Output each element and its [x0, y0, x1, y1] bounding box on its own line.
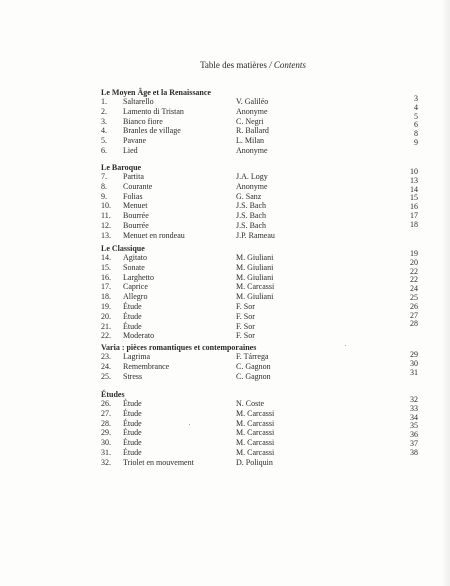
scan-speck	[189, 424, 190, 425]
piece-title: Étude	[123, 418, 142, 428]
composer-name: C. Gagnon	[236, 361, 271, 371]
toc-row	[101, 292, 421, 302]
composer-name: M. Carcassi	[236, 447, 275, 457]
toc-row	[101, 182, 421, 192]
toc-row	[101, 282, 421, 292]
composer-name: G. Sanz	[236, 191, 262, 201]
composer-name: M. Giuliani	[236, 292, 274, 302]
page-title	[28, 60, 450, 70]
toc-row	[101, 448, 421, 458]
piece-title: Courante	[123, 181, 153, 191]
page-number: 15	[410, 193, 418, 203]
toc-row	[101, 273, 421, 283]
composer-name: F. Sor	[236, 301, 255, 311]
item-number: 28.	[101, 418, 111, 428]
page-number: 6	[414, 120, 418, 130]
toc-row	[101, 117, 421, 127]
item-number: 2.	[101, 106, 107, 116]
toc-row	[101, 399, 421, 409]
piece-title: Bianco fiore	[123, 116, 163, 126]
item-number: 20.	[101, 311, 111, 321]
composer-name: M. Carcassi	[236, 418, 275, 428]
toc-row	[101, 352, 421, 362]
page-number: 5	[414, 111, 418, 121]
composer-name: R. Ballard	[236, 126, 269, 136]
section-heading: Le Classique	[101, 244, 145, 253]
piece-title: Allegro	[123, 292, 148, 302]
page-number: 19	[410, 249, 418, 258]
item-number: 31.	[101, 447, 111, 457]
toc-row	[101, 172, 421, 182]
page-number: 20	[410, 257, 418, 267]
composer-name: F. Sor	[236, 311, 255, 321]
page-number: 18	[410, 219, 418, 229]
page-number: 8	[414, 129, 418, 139]
item-number: 17.	[101, 282, 111, 292]
composer-name: J.S. Bach	[236, 220, 266, 230]
item-number: 3.	[101, 116, 107, 126]
page-number: 35	[410, 421, 418, 431]
toc-row	[101, 263, 421, 273]
piece-title: Étude	[123, 311, 142, 321]
page-number: 10	[410, 167, 418, 176]
page-number: 29	[410, 350, 418, 359]
piece-title: Étude	[123, 321, 142, 331]
page-number: 31	[410, 367, 418, 377]
toc-row	[101, 126, 421, 136]
composer-name: J.A. Logy	[236, 172, 268, 181]
composer-name: M. Carcassi	[236, 282, 275, 292]
piece-title: Triolet en mouvement	[123, 457, 194, 467]
page-number: 14	[410, 184, 418, 194]
piece-title: Remembrance	[123, 361, 170, 371]
piece-title: Moderato	[123, 331, 155, 341]
piece-title: Menuet	[123, 201, 148, 211]
composer-name: N. Coste	[236, 399, 264, 408]
page-number: 30	[410, 358, 418, 368]
composer-name: M. Giuliani	[236, 272, 274, 282]
page-number: 27	[410, 310, 418, 320]
composer-name: F. Sor	[236, 331, 255, 341]
piece-title: Bourrée	[123, 211, 149, 221]
composer-name: Anonyme	[236, 181, 268, 191]
page-edge-shadow	[442, 0, 450, 586]
item-number: 7.	[101, 172, 107, 181]
page-number: 24	[410, 284, 418, 294]
item-number: 21.	[101, 321, 111, 331]
piece-title: Branles de village	[123, 126, 181, 136]
item-number: 16.	[101, 272, 111, 282]
composer-name: J.P. Rameau	[236, 230, 275, 240]
section-classical	[101, 244, 421, 341]
toc-row	[101, 458, 421, 468]
page-number: 26	[410, 301, 418, 311]
item-number: 13.	[101, 230, 111, 240]
composer-name: M. Carcassi	[236, 408, 275, 418]
composer-name: L. Milan	[236, 136, 264, 146]
toc-row	[101, 231, 421, 241]
page-number-column	[404, 168, 418, 230]
piece-title: Étude	[123, 438, 142, 448]
composer-name: C. Negri	[236, 116, 264, 126]
item-number: 12.	[101, 220, 111, 230]
item-number: 32.	[101, 457, 111, 467]
toc-row	[101, 428, 421, 438]
section-varia	[101, 343, 421, 381]
toc-row	[101, 438, 421, 448]
scan-speck	[345, 345, 346, 346]
item-number: 5.	[101, 136, 107, 146]
toc-row	[101, 211, 421, 221]
page-number-column	[404, 396, 418, 458]
page-number: 17	[410, 210, 418, 220]
toc-row	[101, 319, 421, 332]
section-medieval-renaissance	[101, 88, 421, 156]
item-number: 19.	[101, 301, 111, 311]
piece-title: Étude	[123, 301, 142, 311]
page-number: 33	[410, 403, 418, 413]
piece-title: Pavane	[123, 136, 147, 146]
toc-row	[101, 221, 421, 231]
title-separator: /	[266, 60, 274, 70]
item-number: 6.	[101, 145, 107, 155]
page-number: 9	[414, 137, 418, 147]
section-etudes	[101, 390, 421, 468]
page-number-column	[404, 95, 418, 148]
toc-row	[101, 372, 421, 382]
item-number: 1.	[101, 97, 107, 106]
toc-row	[101, 302, 421, 312]
title-main: Table des matières	[200, 60, 267, 70]
toc-row	[101, 146, 421, 156]
section-heading: Études	[101, 390, 125, 399]
piece-title: Stress	[123, 371, 143, 381]
section-baroque	[101, 163, 421, 241]
toc-row	[101, 419, 421, 429]
item-number: 15.	[101, 262, 111, 272]
composer-name: F. Tárrega	[236, 352, 269, 361]
item-number: 30.	[101, 438, 111, 448]
item-number: 25.	[101, 371, 111, 381]
piece-title: Lagrima	[123, 352, 151, 361]
item-number: 10.	[101, 201, 111, 211]
composer-name: M. Giuliani	[236, 262, 274, 272]
page-number: 22	[410, 275, 418, 285]
piece-title: Partita	[123, 172, 144, 181]
toc-row	[101, 201, 421, 211]
item-number: 22.	[101, 331, 111, 341]
piece-title: Bourrée	[123, 220, 149, 230]
page-number-column	[404, 250, 418, 329]
page-number: 32	[410, 395, 418, 404]
piece-title: Étude	[123, 428, 142, 438]
piece-title: Saltarello	[123, 97, 154, 106]
page-number: 13	[410, 175, 418, 185]
item-number: 26.	[101, 399, 111, 408]
piece-title: Caprice	[123, 282, 148, 292]
composer-name: M. Carcassi	[236, 438, 275, 448]
item-number: 9.	[101, 191, 107, 201]
item-number: 14.	[101, 253, 111, 262]
page-number: 38	[410, 447, 418, 457]
composer-name: M. Carcassi	[236, 428, 275, 438]
piece-title: Menuet en rondeau	[123, 230, 185, 240]
toc-row	[101, 312, 421, 322]
page-number: 16	[410, 202, 418, 212]
piece-title: Lied	[123, 145, 138, 155]
item-number: 24.	[101, 361, 111, 371]
toc-row	[101, 107, 421, 117]
section-heading: Varia : pièces romantiques et contemporaines	[101, 343, 257, 352]
page-number: 25	[410, 292, 418, 302]
toc-row	[101, 409, 421, 419]
piece-title: Agitato	[123, 253, 147, 262]
section-heading: Le Baroque	[101, 163, 142, 172]
composer-name: J.S. Bach	[236, 211, 266, 221]
composer-name: Anonyme	[236, 145, 268, 155]
page-number: 4	[414, 102, 418, 112]
item-number: 4.	[101, 126, 107, 136]
item-number: 18.	[101, 292, 111, 302]
page-number: 28	[410, 319, 418, 329]
item-number: 8.	[101, 181, 107, 191]
toc-row	[101, 136, 421, 146]
piece-title: Sonate	[123, 262, 145, 272]
piece-title: Étude	[123, 408, 142, 418]
item-number: 11.	[101, 211, 111, 221]
page-number-column	[404, 351, 418, 377]
section-heading: Le Moyen Âge et la Renaissance	[101, 88, 211, 97]
page-number: 37	[410, 438, 418, 448]
item-number: 29.	[101, 428, 111, 438]
toc-row	[101, 94, 421, 107]
composer-name: V. Galiléo	[236, 97, 269, 106]
composer-name: D. Poliquin	[236, 457, 273, 467]
piece-title: Étude	[123, 399, 142, 408]
page-number: 34	[410, 412, 418, 422]
page-number: 3	[414, 94, 418, 103]
composer-name: C. Gagnon	[236, 371, 271, 381]
composer-name: F. Sor	[236, 321, 255, 331]
page-number: 22	[410, 266, 418, 276]
toc-row	[101, 358, 421, 372]
toc-row	[101, 253, 421, 263]
title-subtitle: Contents	[273, 60, 306, 70]
item-number: 27.	[101, 408, 111, 418]
piece-title: Étude	[123, 447, 142, 457]
composer-name: Anonyme	[236, 106, 268, 116]
piece-title: Folias	[123, 191, 143, 201]
composer-name: M. Giuliani	[236, 253, 274, 262]
page-number: 36	[410, 430, 418, 440]
toc-row	[101, 331, 421, 341]
composer-name: J.S. Bach	[236, 201, 266, 211]
piece-title: Lamento di Tristan	[123, 106, 184, 116]
toc-row	[101, 192, 421, 202]
item-number: 23.	[101, 352, 111, 361]
piece-title: Larghetto	[123, 272, 154, 282]
